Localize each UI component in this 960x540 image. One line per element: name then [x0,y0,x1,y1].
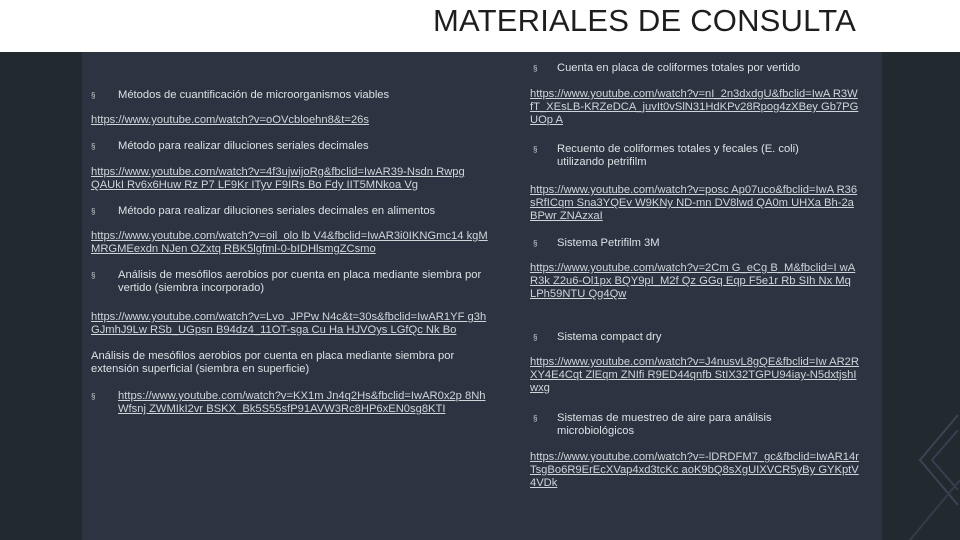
right-item-2-link[interactable]: https://www.youtube.com/watch?v=posc Ap07uco&fbclid=IwA R36sRfICqm Sna3YQEv W9KNy ND-mn DV8lwd QA0m UHXa Bh-2a BPwr ZNAzxaI [530,184,858,222]
right-item-3-link[interactable]: https://www.youtube.com/watch?v=2Cm G_eCg B_M&fbclid=I wAR3k Z2u6-Ol1px BQY9pI_M2f Qz GGq Eqp F5e1r Rb SIh Nx Mq LPh59NTU Qg4Qw [530,262,856,300]
left-item-5-link[interactable]: https://www.youtube.com/watch?v=KX1m Jn4q2Hs&fbclid=IwAR0x2p 8Nh Wfsnj ZWMIkI2vr BSKX_Bk5S55sfP91AVW3Rc8HP6xEN0sg8KTI [118,390,486,415]
left-item-3-link[interactable]: https://www.youtube.com/watch?v=oil_olo lb V4&fbclid=IwAR3i0IKNGmc14 kgMMRGMEexdn NJen OZxtq RBK5lgfml-0-bIDHlsmgZCsmo [91,230,488,255]
right-item-4-link[interactable]: https://www.youtube.com/watch?v=J4nusvL8gQE&fbclid=Iw AR2RXY4E4Cqt ZlEqm ZNIfi R9ED44qnfb StIX32TGPU94iay-N5dxtjshIwxg [530,356,859,394]
left-item-2-label: Método para realizar diluciones seriales decimales [118,140,369,152]
left-item-3-label: Método para realizar diluciones seriales decimales en alimentos [118,205,436,217]
right-item-4-label: Sistema compact dry [557,331,662,343]
right-item-5-label: Sistemas de muestreo de aire para análisis microbiológicos [557,412,772,437]
bullet-marker: § [91,91,96,100]
left-item-2-link[interactable]: https://www.youtube.com/watch?v=4f3ujwijoRg&fbclid=IwAR39-Nsdn Rwpg QAUkI Rv6x6Huw Rz P7 LF9Kr ITyv F9IRs Bo Fdy IIT5MNkoa Vg [91,166,465,191]
bullet-marker: § [533,64,538,73]
left-item-5-label: Análisis de mesófilos aerobios por cuenta en placa mediante siembra por extensión superficial (siembra en superficie) [91,350,455,375]
bullet-marker: § [533,145,538,154]
right-item-2-label: Recuento de coliformes totales y fecales (E. coli) utilizando petrifilm [557,143,799,168]
bullet-marker: § [91,142,96,151]
right-item-5-link[interactable]: https://www.youtube.com/watch?v=-lDRDFM7_gc&fbclid=IwAR14rTsgBo6R9ErEcXVap4xd3tcKc aoK9bQ8sXgUIXVCR5yBy GYKptV4VDk [530,451,859,489]
decorative-chevron-lines [880,320,960,540]
bullet-marker: § [91,271,96,280]
left-item-1-label: Métodos de cuantificación de microorganismos viables [118,89,390,101]
slide-title: MATERIALES DE CONSULTA [433,3,856,38]
right-item-1-link[interactable]: https://www.youtube.com/watch?v=nI_2n3dxdgU&fbclid=IwA R3WfT_XEsLB-KRZeDCA_juvIt0vSlN31HdKPv28Rpog4zXBey Gb7PGUOp A [530,88,859,126]
bullet-marker: § [91,392,96,401]
bullet-marker: § [533,414,538,423]
bullet-marker: § [533,239,538,248]
right-item-1-label: Cuenta en placa de coliformes totales por vertido [557,62,801,74]
bullet-marker: § [91,207,96,216]
left-item-4-link[interactable]: https://www.youtube.com/watch?v=Lvo_JPPw N4c&t=30s&fbclid=IwAR1YF g3hGJmhJ9Lw RSb_UGpsn B94dz4_11OT-sga Cu Ha HJVOys LGfQc Nk Bo [91,311,487,336]
bullet-marker: § [533,333,538,342]
right-item-3-label: Sistema Petrifilm 3M [557,237,660,249]
left-item-4-label: Análisis de mesófilos aerobios por cuenta en placa mediante siembra por vertido (siembra incorporado) [118,269,482,294]
left-item-1-link[interactable]: https://www.youtube.com/watch?v=oOVcbloehn8&t=26s [91,114,369,126]
